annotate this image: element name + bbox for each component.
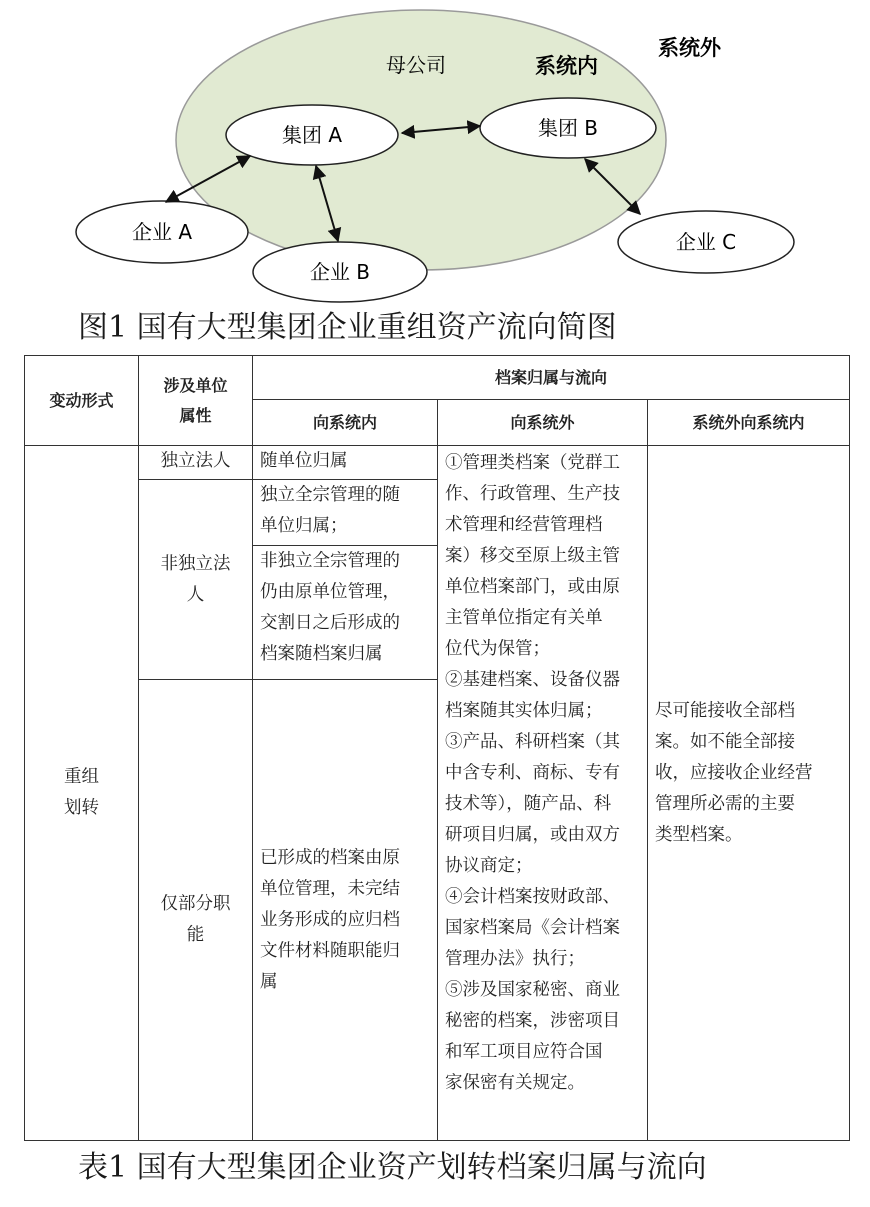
cell-out-to-in [648, 446, 850, 1141]
out-to-in-line: 尽可能接收全部档 [655, 700, 795, 721]
cell-out-system [438, 446, 648, 1141]
out-system-line: ②基建档案、设备仪器 [445, 670, 620, 690]
out-system-line: 案）移交至原上级主管 [445, 546, 620, 566]
partial-in-line: 业务形成的应归档 [260, 909, 400, 930]
out-to-in-line: 类型档案。 [655, 824, 743, 845]
cell-change-form-value [25, 446, 139, 1141]
header-unit-attribute-line2: 属性 [179, 405, 212, 425]
out-system-line: 管理办法》执行； [445, 949, 585, 969]
out-to-in-line: 收，应接收企业经营 [655, 762, 813, 783]
figure-caption: 图1 国有大型集团企业重组资产流向简图 [78, 310, 617, 345]
table-caption: 表1 国有大型集团企业资产划转档案归属与流向 [78, 1150, 707, 1185]
out-system-line: 和军工项目应符合国 [445, 1042, 603, 1062]
partial-line1: 仅部分职 [160, 894, 231, 914]
out-system-line: ③产品、科研档案（其 [445, 732, 620, 752]
out-system-line: 档案随其实体归属； [445, 701, 603, 721]
out-system-line: 主管单位指定有关单 [445, 608, 603, 628]
header-archive-group: 档案归属与流向 [253, 356, 850, 400]
out-system-line: 家保密有关规定。 [445, 1073, 585, 1093]
non-independent-in-1-line: 独立全宗管理的随 [260, 485, 400, 505]
out-system-line: ④会计档案按财政部、 [445, 887, 620, 907]
header-unit-attribute [139, 356, 253, 446]
cell-independent-legal-in: 随单位归属 [253, 446, 438, 480]
header-in-system: 向系统内 [253, 400, 438, 446]
out-system-line: 秘密的档案，涉密项目 [445, 1011, 620, 1031]
out-system-line: 研项目归属，或由双方 [445, 825, 620, 845]
group-a-label: 集团 A [281, 123, 343, 147]
out-system-line: ①管理类档案（党群工 [445, 453, 620, 473]
enterprise-a-label: 企业 A [131, 220, 193, 244]
out-system-line: 作、行政管理、生产技 [445, 484, 620, 504]
enterprise-b-label: 企业 B [309, 260, 371, 284]
cell-non-independent-legal [139, 480, 253, 680]
out-to-in-line: 管理所必需的主要 [655, 793, 795, 814]
non-independent-in-1-line: 单位归属； [260, 516, 348, 536]
out-system-line: 技术等），随产品、科 [445, 794, 612, 814]
cell-partial-function [139, 680, 253, 1141]
header-out-system: 向系统外 [438, 400, 648, 446]
outside-system-label: 系统外 [658, 36, 721, 60]
cell-non-independent-in-2 [253, 546, 438, 680]
non-independent-in-2-line: 非独立全宗管理的 [260, 551, 400, 571]
header-out-to-in: 系统外向系统内 [648, 400, 850, 446]
out-system-line: 国家档案局《会计档案 [445, 918, 620, 938]
partial-in-line: 文件材料随职能归 [260, 940, 400, 961]
out-system-line: 术管理和经营管理档 [445, 515, 603, 535]
non-independent-line1: 非独立法 [160, 553, 231, 574]
cell-non-independent-in-1 [253, 480, 438, 546]
non-independent-line2: 人 [186, 584, 205, 605]
archive-flow-table [24, 355, 850, 1141]
enterprise-c-label: 企业 C [675, 230, 737, 254]
non-independent-in-2-line: 仍由原单位管理， [260, 582, 400, 602]
asset-flow-diagram [0, 0, 870, 305]
non-independent-in-2-line: 交割日之后形成的 [260, 613, 400, 633]
out-system-line: 协议商定； [445, 856, 533, 876]
change-form-line2: 划转 [64, 798, 99, 818]
out-system-line: 中含专利、商标、专有 [445, 763, 620, 783]
cell-independent-legal: 独立法人 [139, 446, 253, 480]
parent-company-label: 母公司 [386, 53, 446, 77]
partial-line2: 能 [186, 925, 205, 945]
header-change-form: 变动形式 [25, 356, 139, 446]
cell-partial-in [253, 680, 438, 1141]
partial-in-line: 属 [260, 971, 278, 992]
partial-in-line: 单位管理，未完结 [260, 878, 400, 899]
partial-in-line: 已形成的档案由原 [260, 847, 400, 868]
header-unit-attribute-line1: 涉及单位 [163, 375, 228, 395]
out-to-in-line: 案。如不能全部接 [655, 731, 795, 752]
group-b-label: 集团 B [537, 116, 599, 140]
change-form-line1: 重组 [64, 767, 99, 787]
out-system-line: 单位档案部门，或由原 [445, 577, 620, 597]
out-system-line: 位代为保管； [445, 639, 550, 659]
inside-system-label: 系统内 [535, 54, 598, 78]
out-system-line: ⑤涉及国家秘密、商业 [445, 980, 620, 1000]
non-independent-in-2-line: 档案随档案归属 [260, 644, 383, 664]
